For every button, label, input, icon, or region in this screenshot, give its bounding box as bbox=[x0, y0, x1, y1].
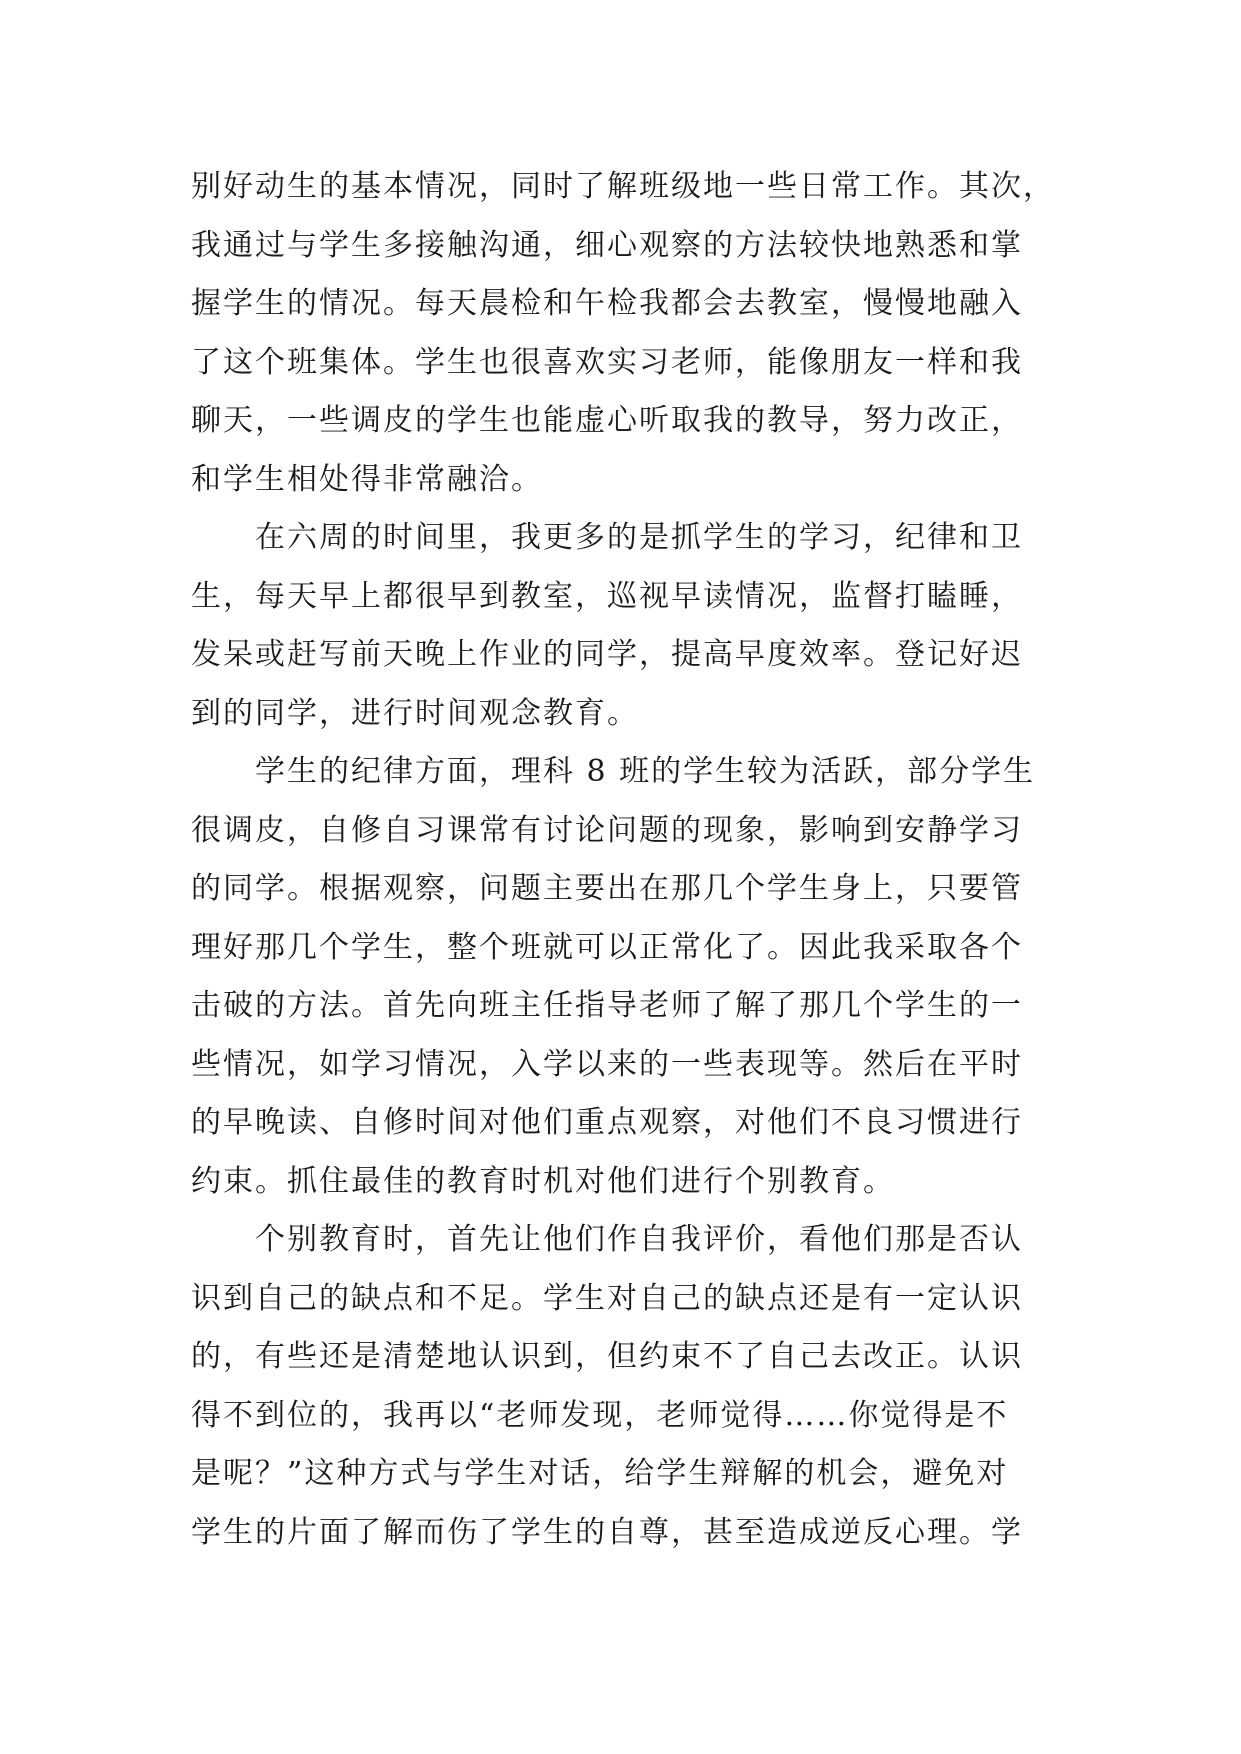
text-line: 的，有些还是清楚地认识到，但约束不了自己去改正。认识 bbox=[191, 1339, 1023, 1374]
paragraph-first-line: 个别教育时，首先让他们作自我评价，看他们那是否认 bbox=[255, 1222, 1023, 1257]
text-line: 理好那几个学生，整个班就可以正常化了。因此我采取各个 bbox=[191, 929, 1023, 965]
text-line: 握学生的情况。每天晨检和午检我都会去教室，慢慢地融入 bbox=[191, 286, 1023, 321]
body-text bbox=[191, 158, 1061, 1562]
text-line: 了这个班集体。学生也很喜欢实习老师，能像朋友一样和我 bbox=[191, 344, 1023, 380]
paragraph-first-line: 在六周的时间里，我更多的是抓学生的学习，纪律和卫 bbox=[255, 520, 1023, 555]
text-line: 学生的片面了解而伤了学生的自尊，甚至造成逆反心理。学 bbox=[191, 1514, 1023, 1550]
paragraph-first-line: 学生的纪律方面，理科 8 班的学生较为活跃，部分学生 bbox=[255, 754, 1036, 789]
text-line: 很调皮，自修自习课常有讨论问题的现象，影响到安静学习 bbox=[191, 812, 1023, 848]
text-line: 和学生相处得非常融洽。 bbox=[191, 461, 543, 497]
text-line: 聊天，一些调皮的学生也能虚心听取我的教导，努力改正， bbox=[191, 403, 1023, 438]
text-line: 是呢？”这种方式与学生对话，给学生辩解的机会，避免对 bbox=[191, 1456, 1009, 1491]
text-line: 到的同学，进行时间观念教育。 bbox=[191, 695, 639, 731]
text-line: 生，每天早上都很早到教室，巡视早读情况，监督打瞌睡， bbox=[191, 578, 1023, 614]
text-line: 别好动生的基本情况，同时了解班级地一些日常工作。其次， bbox=[191, 169, 1055, 204]
text-line: 的同学。根据观察，问题主要出在那几个学生身上，只要管 bbox=[191, 871, 1023, 906]
text-line: 发呆或赶写前天晚上作业的同学，提高早度效率。登记好迟 bbox=[191, 637, 1023, 672]
text-line: 得不到位的，我再以“老师发现，老师觉得……你觉得是不 bbox=[191, 1397, 1009, 1433]
text-line: 约束。抓住最佳的教育时机对他们进行个别教育。 bbox=[191, 1163, 895, 1199]
text-line: 些情况，如学习情况，入学以来的一些表现等。然后在平时 bbox=[191, 1046, 1023, 1082]
text-line: 的早晚读、自修时间对他们重点观察，对他们不良习惯进行 bbox=[191, 1105, 1023, 1140]
text-line: 击破的方法。首先向班主任指导老师了解了那几个学生的一 bbox=[191, 988, 1023, 1023]
text-line: 识到自己的缺点和不足。学生对自己的缺点还是有一定认识 bbox=[191, 1280, 1023, 1316]
text-line: 我通过与学生多接触沟通，细心观察的方法较快地熟悉和掌 bbox=[191, 227, 1023, 263]
